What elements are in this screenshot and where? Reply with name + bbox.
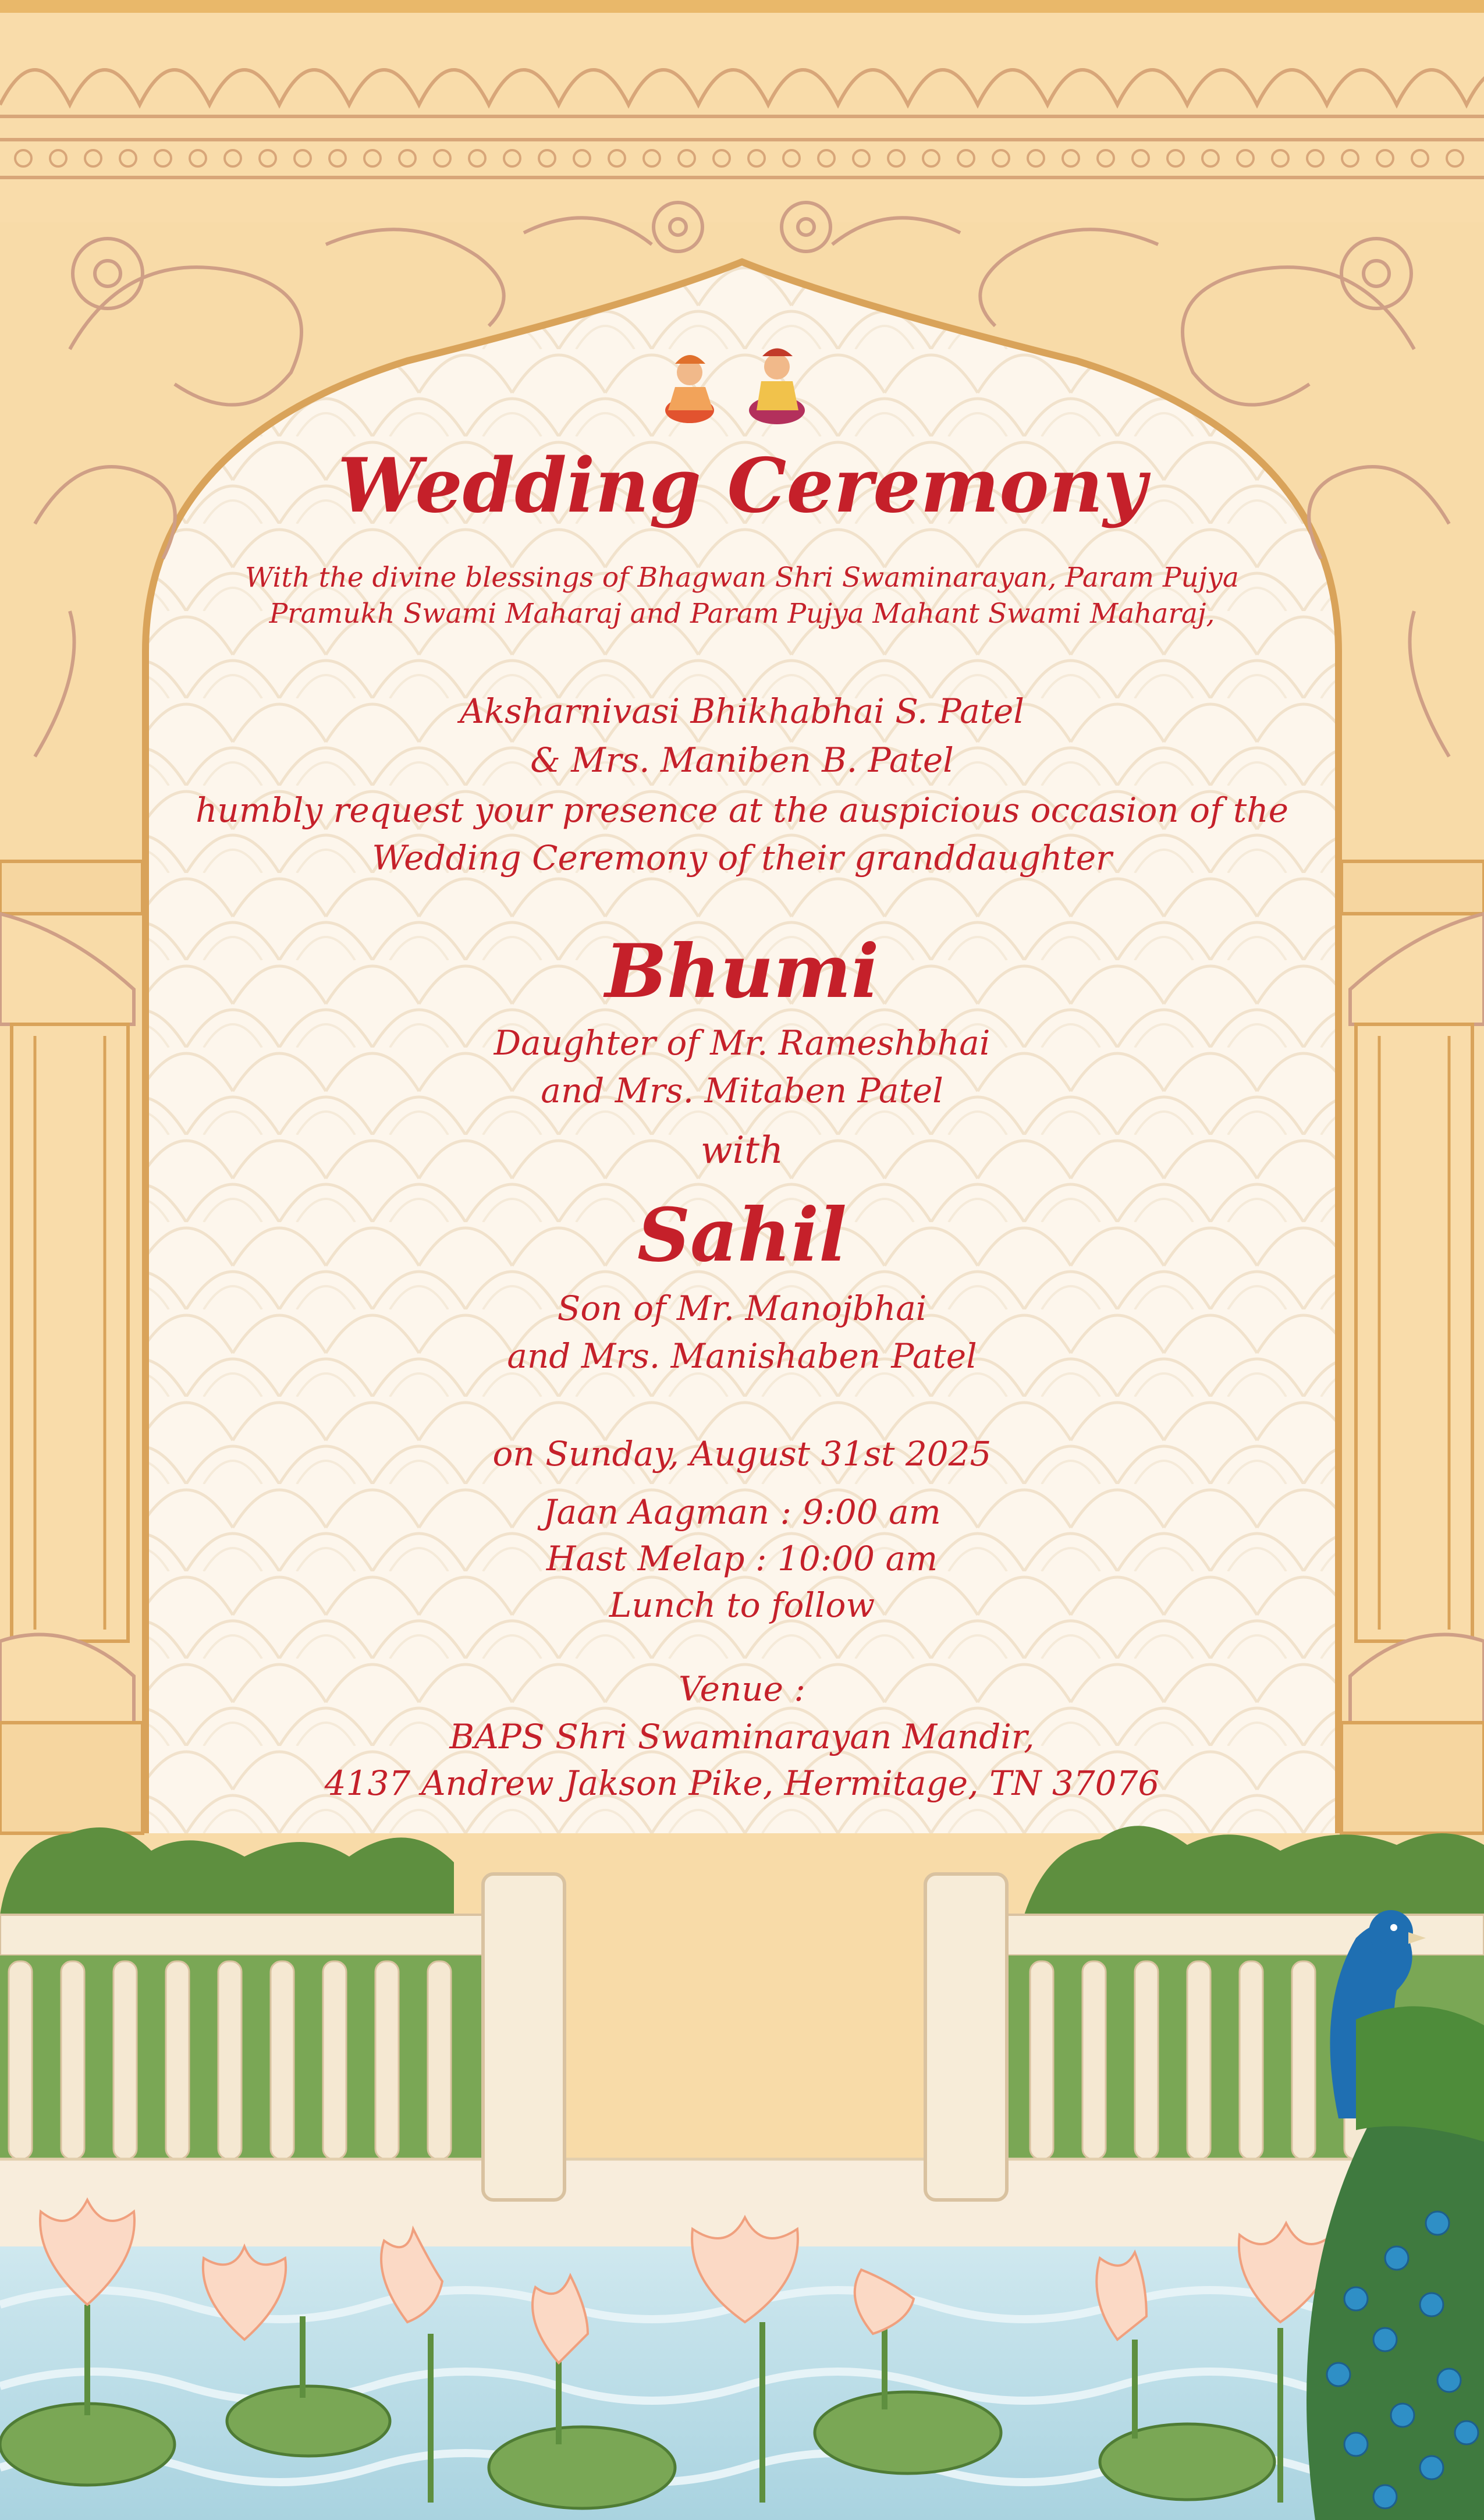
bride-name: Bhumi [605, 928, 879, 1014]
venue-address: 4137 Andrew Jakson Pike, Hermitage, TN 37076 [324, 1763, 1160, 1803]
schedule-item: Hast Melap : 10:00 am [546, 1539, 938, 1578]
bride-parents-line-1: Daughter of Mr. Rameshbhai [494, 1023, 990, 1063]
venue-name: BAPS Shri Swaminarayan Mandir, [449, 1717, 1035, 1756]
request-line-1: humbly request your presence at the auspicious occasion of the [196, 790, 1288, 830]
event-date: on Sunday, August 31st 2025 [492, 1434, 992, 1474]
host-line-1: Aksharnivasi Bhikhabhai S. Patel [460, 691, 1024, 731]
blessing-line-1: With the divine blessings of Bhagwan Shri Swaminarayan, Param Pujya [245, 562, 1239, 594]
venue-label: Venue : [679, 1669, 805, 1709]
with-word: with [700, 1129, 784, 1172]
groom-parents-line-2: and Mrs. Manishaben Patel [507, 1336, 977, 1376]
groom-name: Sahil [637, 1192, 847, 1278]
invitation-title: Wedding Ceremony [338, 442, 1146, 530]
host-line-2: & Mrs. Maniben B. Patel [530, 740, 954, 780]
request-line-2: Wedding Ceremony of their granddaughter [372, 838, 1112, 878]
blessing-line-2: Pramukh Swami Maharaj and Param Pujya Mahant Swami Maharaj, [269, 598, 1215, 630]
bride-parents-line-2: and Mrs. Mitaben Patel [541, 1071, 943, 1110]
balustrade [0, 1874, 1484, 2246]
schedule-item: Jaan Aagman : 9:00 am [543, 1492, 941, 1532]
groom-parents-line-1: Son of Mr. Manojbhai [557, 1289, 927, 1328]
schedule-item: Lunch to follow [609, 1585, 875, 1625]
